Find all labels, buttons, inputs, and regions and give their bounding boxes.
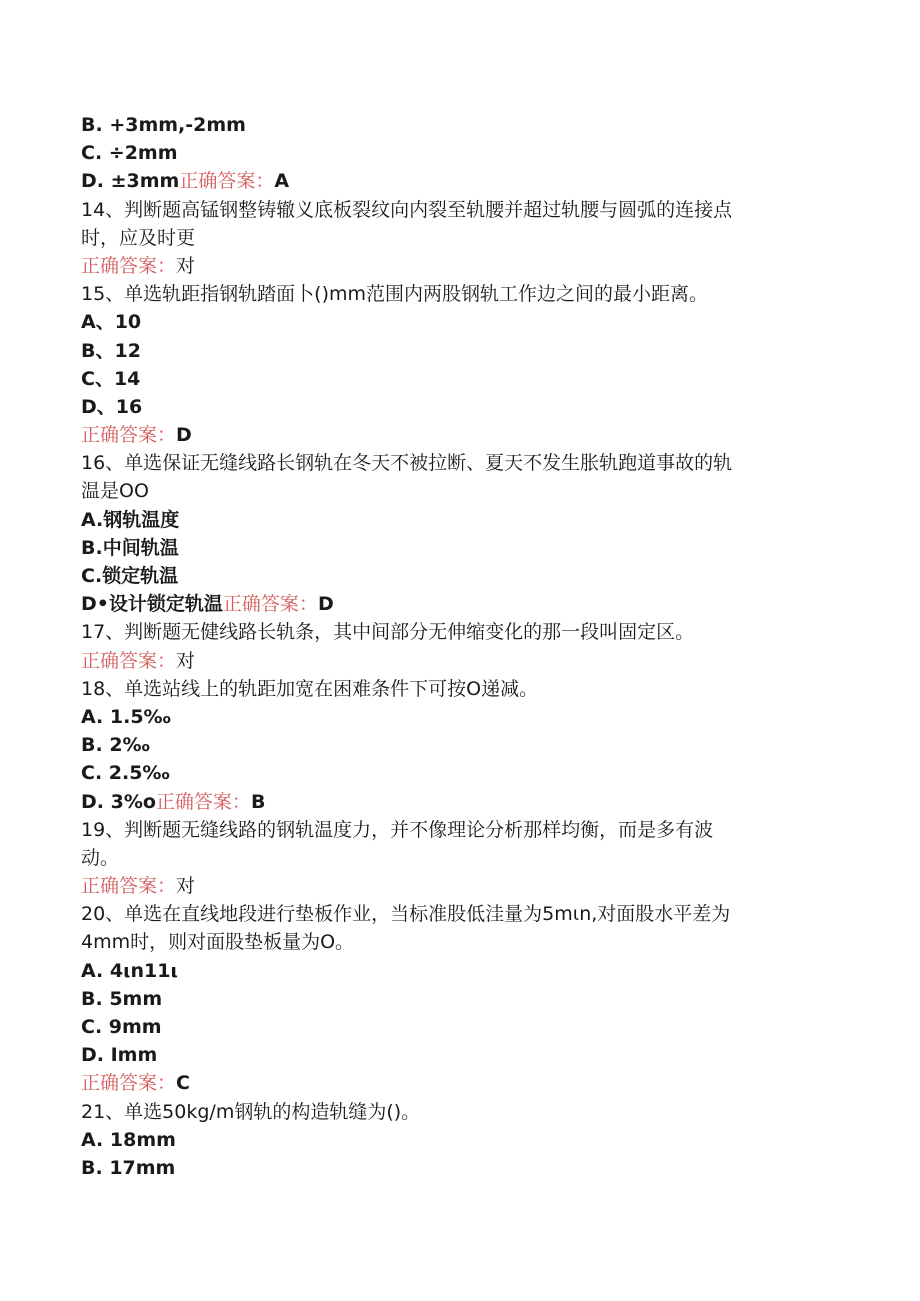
question-line <box>81 816 841 844</box>
question-text: 时，应及时更 <box>81 226 196 249</box>
answer-label: 正确答案： <box>81 875 177 898</box>
option-text: C.锁定轨温 <box>81 565 179 587</box>
question-text: 温是OO <box>81 480 149 503</box>
answer-line <box>81 872 841 900</box>
question-text: 15、单选轨距指钢轨踏面卜()mm范围内两股钢轨工作边之间的最小距离。 <box>81 283 709 306</box>
option-line <box>81 393 841 421</box>
answer-value: B <box>250 790 266 813</box>
answer-label: 正确答案： <box>222 593 318 616</box>
answer-value: D <box>176 424 192 447</box>
question-text: 动。 <box>81 846 120 869</box>
option-line <box>81 308 841 336</box>
option-text: B. 17mm <box>81 1156 176 1179</box>
option-line <box>81 759 841 787</box>
question-text: 14、判断题高锰钢整铸辙义底板裂纹向内裂至轨腰并超过轨腰与圆弧的连接点 <box>81 198 733 221</box>
option-text: C. ÷2mm <box>81 142 178 165</box>
option-line <box>81 1154 841 1182</box>
question-line <box>81 1098 841 1126</box>
option-text: B. 2‰ <box>81 734 150 757</box>
option-text: A、10 <box>81 311 142 334</box>
option-text: A. 4ιn11ι <box>81 959 178 982</box>
option-text: D、16 <box>81 395 143 418</box>
answer-value: 对 <box>176 254 196 277</box>
question-line <box>81 675 841 703</box>
option-text: C、14 <box>81 367 141 390</box>
question-line <box>81 449 841 477</box>
question-text: 19、判断题无缝线路的钢轨温度力，并不像理论分析那样均衡，而是多有波 <box>81 818 714 841</box>
option-text: D. Imm <box>81 1044 158 1067</box>
option-line <box>81 139 841 167</box>
option-text: B. 5mm <box>81 987 163 1010</box>
option-line <box>81 731 841 759</box>
option-line <box>81 1126 841 1154</box>
option-line <box>81 506 841 534</box>
option-text: C. 9mm <box>81 1016 162 1038</box>
question-line <box>81 224 841 252</box>
answer-label: 正确答案： <box>81 424 177 447</box>
option-line <box>81 534 841 562</box>
question-text: 21、单选50kg/m钢轨的构造轨缝为()。 <box>81 1100 421 1123</box>
answer-label: 正确答案： <box>155 790 251 813</box>
option-line <box>81 985 841 1013</box>
question-line <box>81 280 841 308</box>
answer-value: 对 <box>176 875 196 898</box>
answer-line <box>81 1069 841 1097</box>
answer-line <box>81 647 841 675</box>
answer-label: 正确答案： <box>81 649 177 672</box>
option-text: B.中间轨温 <box>81 536 179 559</box>
answer-label: 正确答案： <box>179 170 275 193</box>
option-line <box>81 1013 841 1041</box>
option-line <box>81 703 841 731</box>
answer-line <box>81 421 841 449</box>
question-line <box>81 618 841 646</box>
option-line <box>81 562 841 590</box>
question-text: 18、单选站线上的轨距加宽在困难条件下可按O递减。 <box>81 677 539 700</box>
answer-line <box>81 252 841 280</box>
answer-value: C <box>176 1072 190 1095</box>
option-line <box>81 788 841 816</box>
answer-value: 对 <box>176 649 196 672</box>
option-text: B. +3mm,-2mm <box>81 114 246 136</box>
answer-label: 正确答案： <box>81 1072 177 1095</box>
option-line <box>81 111 841 139</box>
option-line <box>81 957 841 985</box>
question-line <box>81 196 841 224</box>
option-line <box>81 337 841 365</box>
option-line <box>81 365 841 393</box>
option-line <box>81 1041 841 1069</box>
option-text: D. ±3mm <box>81 170 180 193</box>
answer-value: D <box>317 593 334 616</box>
option-text: A. 1.5‰ <box>81 705 171 728</box>
question-text: 17、判断题无健线路长轨条，其中间部分无伸缩变化的那一段叫固定区。 <box>81 621 695 644</box>
question-line <box>81 900 841 928</box>
question-text: 4mm时，则对面股垫板量为O。 <box>81 931 355 954</box>
option-text: D. 3%o <box>81 790 156 813</box>
option-text: D•设计锁定轨温 <box>81 593 223 616</box>
question-line <box>81 928 841 956</box>
question-text: 20、单选在直线地段进行垫板作业，当标准股低洼量为5mιn,对面股水平差为 <box>81 903 731 926</box>
answer-value: A <box>274 170 290 193</box>
answer-label: 正确答案： <box>81 254 177 277</box>
option-text: B、12 <box>81 339 141 362</box>
option-line <box>81 167 841 195</box>
exam-document <box>81 111 841 1182</box>
question-text: 16、单选保证无缝线路长钢轨在冬天不被拉断、夏天不发生胀轨跑道事故的轨 <box>81 452 733 475</box>
question-line <box>81 844 841 872</box>
option-line <box>81 590 841 618</box>
option-text: A.钢轨温度 <box>81 508 180 531</box>
question-line <box>81 477 841 505</box>
option-text: A. 18mm <box>81 1128 176 1151</box>
option-text: C. 2.5‰ <box>81 762 170 785</box>
